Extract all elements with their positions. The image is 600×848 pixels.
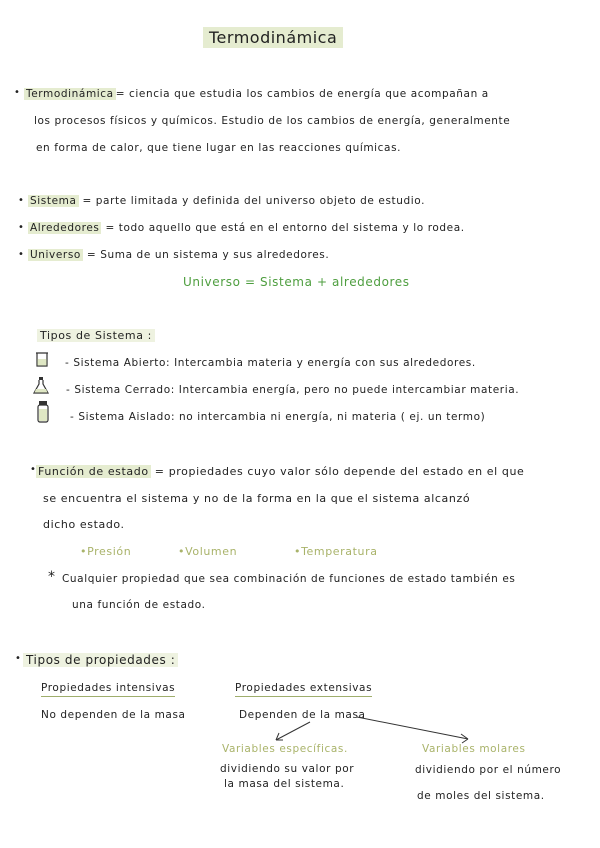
bullet: •: [18, 222, 24, 233]
tipos-sistema-heading: Tipos de Sistema :: [37, 329, 155, 342]
example-presion: •Presión: [80, 545, 132, 558]
bullet: •: [18, 249, 24, 260]
definition-alrededores-text: = todo aquello que está en el entorno del sistema y lo rodea.: [105, 222, 465, 234]
example-volumen: •Volumen: [178, 545, 238, 558]
sistema-aislado: - Sistema Aislado: no intercambia ni energía, ni materia ( ej. un termo): [70, 411, 486, 423]
sistema-cerrado: - Sistema Cerrado: Intercambia energía, pero no puede intercambiar materia.: [66, 384, 520, 396]
definition-sistema-text: = parte limitada y definida del universo objeto de estudio.: [82, 195, 426, 207]
especificas-title: Variables específicas.: [222, 743, 348, 755]
extensivas-text: Dependen de la masa: [239, 709, 366, 721]
note-star: *: [48, 569, 55, 585]
term-sistema: Sistema: [30, 195, 77, 207]
extensivas-title: Propiedades extensivas: [235, 682, 372, 697]
term-alrededores: Alrededores: [30, 222, 100, 234]
page-title: Termodinámica: [203, 27, 343, 48]
bullet: •: [14, 87, 20, 98]
intensivas-text: No dependen de la masa: [41, 709, 186, 721]
example-temperatura: •Temperatura: [294, 545, 378, 558]
funcion-estado-text-1: = propiedades cuyo valor sólo depende del estado en el que: [154, 465, 525, 478]
intro-line-3: en forma de calor, que tiene lugar en las reacciones químicas.: [36, 142, 402, 154]
arrow-to-molares: [357, 717, 468, 739]
arrow-to-especificas: [276, 722, 310, 740]
tipos-propiedades-heading: Tipos de propiedades :: [23, 653, 178, 667]
term-universo: Universo: [30, 249, 81, 261]
intro-text-1: = ciencia que estudia los cambios de energía que acompañan a: [115, 88, 489, 100]
intro-line-2: los procesos físicos y químicos. Estudio de los cambios de energía, generalmente: [34, 115, 511, 127]
definition-universo-text: = Suma de un sistema y sus alrededores.: [86, 249, 330, 261]
universe-equation: Universo = Sistema + alrededores: [183, 275, 410, 289]
funcion-estado-line-2: se encuentra el sistema y no de la forma en la que el sistema alcanzó: [43, 492, 471, 505]
note-line-1: Cualquier propiedad que sea combinación de funciones de estado también es: [62, 573, 516, 585]
bullet: •: [18, 195, 24, 206]
especificas-line-1: dividiendo su valor por: [220, 763, 355, 775]
sistema-abierto: - Sistema Abierto: Intercambia materia y energía con sus alrededores.: [65, 357, 476, 369]
molares-line-1: dividiendo por el número: [415, 764, 562, 776]
note-line-2: una función de estado.: [72, 599, 206, 611]
intensivas-title: Propiedades intensivas: [41, 682, 175, 697]
funcion-estado-line-3: dicho estado.: [43, 518, 125, 531]
especificas-line-2: la masa del sistema.: [224, 778, 345, 790]
molares-line-2: de moles del sistema.: [417, 790, 545, 802]
bullet: •: [15, 653, 21, 664]
molares-title: Variables molares: [422, 743, 526, 755]
bullet: •: [30, 464, 36, 475]
term-funcion-estado: Función de estado: [38, 465, 149, 478]
term-termodinamica: Termodinámica: [26, 88, 114, 100]
